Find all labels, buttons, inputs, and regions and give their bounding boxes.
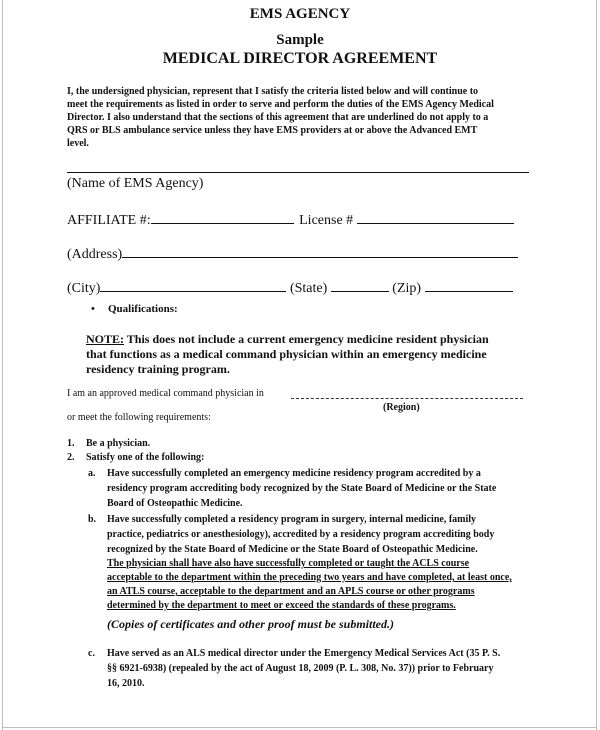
item-b-line-3: recognized by the State Board of Medicine or the State Board of Osteopathic Medicine. [107,544,478,555]
region-label: (Region) [383,402,420,413]
affiliate-label: AFFILIATE #: [67,213,151,228]
item-b-ul-line-1: The physician shall have also have successfully completed or taught the ACLS course [107,558,470,569]
item-c-letter: c. [88,648,95,659]
item-c-line-2: §§ 6921-6938) (repealed by the act of August 18, 2009 (P. L. 308, No. 37)) prior to February [107,663,494,674]
affiliate-field[interactable] [151,211,294,224]
intro-line-2: meet the requirements as listed in order to serve and perform the duties of the EMS Agency Medical [67,99,494,110]
item-b-letter: b. [88,514,97,525]
intro-line-5: level. [67,138,89,149]
item-a-line-1: Have successfully completed an emergency medicine residency program accredited by a [107,468,481,479]
intro-line-4: QRS or BLS ambulance service unless they have EMS providers at or above the Advanced EMT [67,125,478,136]
address-field[interactable] [122,245,518,258]
note-label: NOTE: [86,332,125,346]
note-line-3: residency training program. [86,362,230,376]
state-field[interactable] [331,279,389,292]
header-sample: Sample [276,32,324,48]
item-a-line-3: Board of Osteopathic Medicine. [107,498,243,509]
page-frame-left [2,0,3,730]
agency-name-label: (Name of EMS Agency) [67,176,204,191]
qualifications-bullet: • [91,303,95,315]
affiliate-row [67,211,514,229]
item-a-line-2: residency program accrediting body recognized by the State Board of Medicine or the State [107,483,497,494]
note-line-2: that functions as a medical command physician within an emergency medicine [86,347,487,361]
copies-note: (Copies of certificates and other proof must be submitted.) [107,617,394,631]
item-a-letter: a. [88,468,96,479]
zip-label: (Zip) [392,281,422,296]
city-label: (City) [67,281,101,296]
city-row [67,279,513,297]
page-frame-bottom [2,727,597,728]
item-b-line-2: practice, pediatrics or anesthesiology), accredited by a residency program accrediting body [107,529,495,540]
intro-line-3: Director. I also understand that the sections of this agreement that are underlined do not apply to a [67,112,489,123]
agency-name-line[interactable] [67,172,529,173]
item-b-ul-line-4: determined by the department to meet or exceed the standards of these programs. [107,600,456,611]
city-field[interactable] [100,279,286,292]
zip-field[interactable] [425,279,513,292]
address-label: (Address) [67,247,123,262]
item-b-ul-line-3: an ATLS course, acceptable to the department and an APLS course or other programs [107,586,475,597]
item-b-ul-line-2: acceptable to the department within the preceding two years and have completed, at least once, [107,572,512,583]
intro-line-1: I, the undersigned physician, represent that I satisfy the criteria listed below and will continue to [67,86,479,97]
page-title: MEDICAL DIRECTOR AGREEMENT [162,50,438,67]
license-field[interactable] [357,211,514,224]
req-2-text: Satisfy one of the following: [86,452,205,463]
item-c-line-3: 16, 2010. [107,678,145,689]
req-2-num: 2. [67,452,75,463]
header-agency-cut: EMS AGENCY [249,6,351,22]
address-row [67,245,518,263]
or-meet-text: or meet the following requirements: [67,412,211,423]
item-c-line-1: Have served as an ALS medical director under the Emergency Medical Services Act (35 P. S. [107,648,501,659]
state-label: (State) [289,281,328,296]
note-line-1 [86,332,489,347]
req-1-num: 1. [67,438,75,449]
approved-text: I am an approved medical command physician in [67,388,264,399]
region-field[interactable] [291,398,523,399]
license-label: License # [299,213,354,228]
req-1-text: Be a physician. [86,438,151,449]
item-b-line-1: Have successfully completed a residency program in surgery, internal medicine, family [107,514,477,525]
note-text-1: This does not include a current emergency medicine resident physician [124,332,489,346]
qualifications-heading: Qualifications: [108,303,178,315]
page-frame-right [596,0,597,730]
